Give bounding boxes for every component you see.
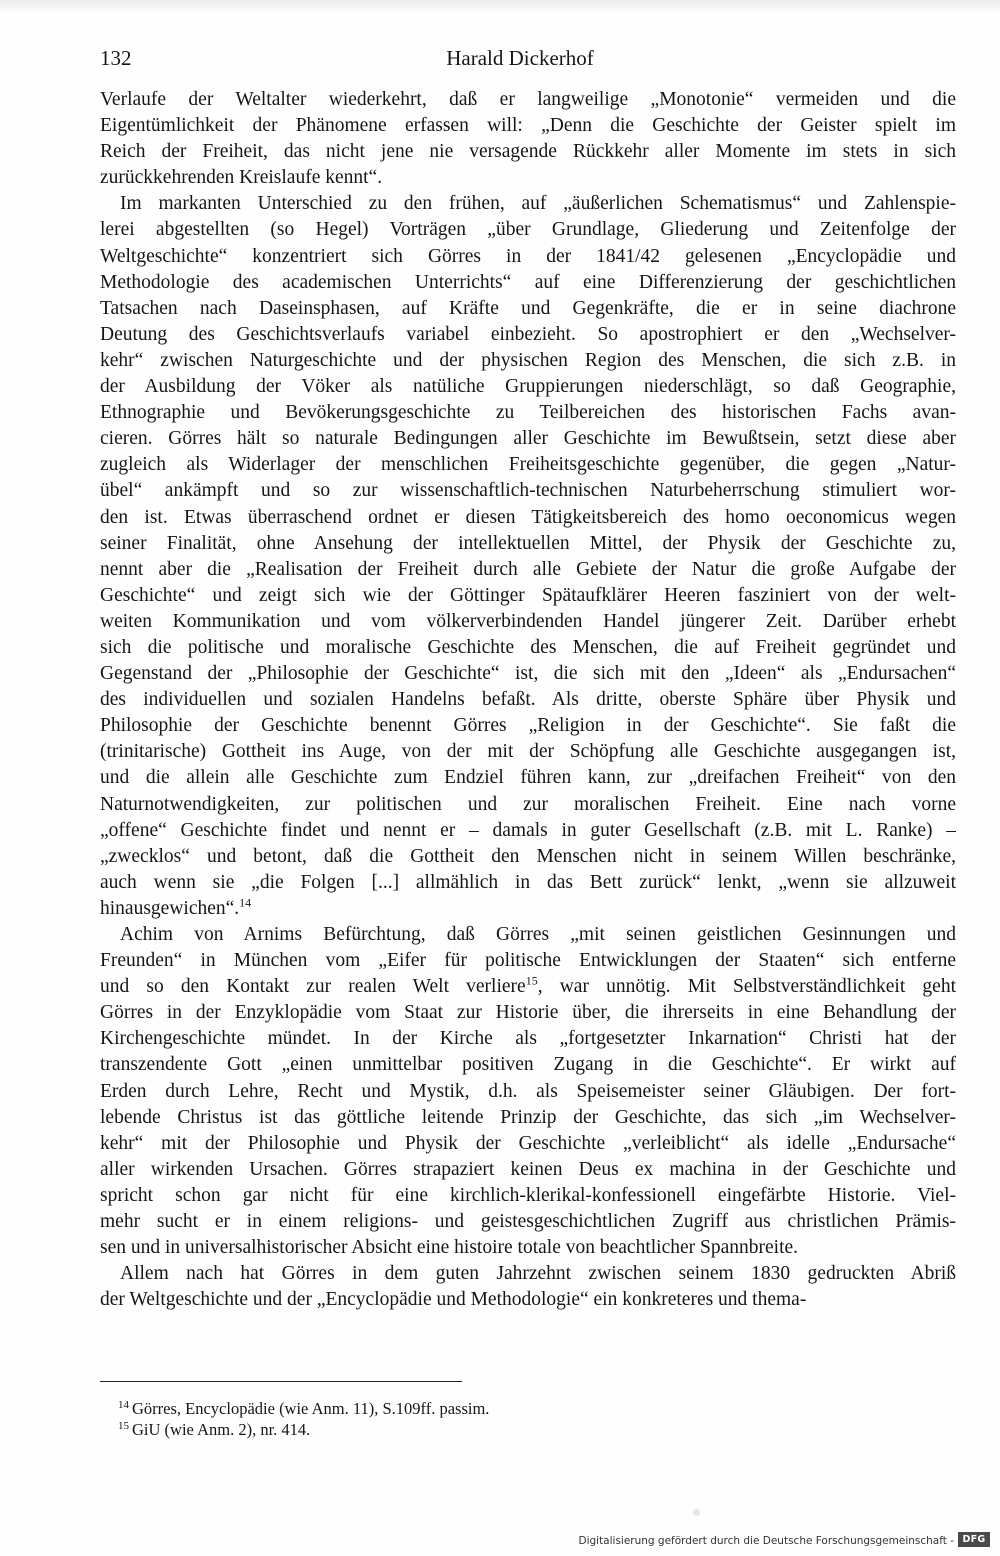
text-line [100, 426, 956, 452]
text-line [100, 765, 956, 791]
line-text: Eigentümlichkeit der Phänomene erfassen will: „Denn die Geschichte der Geister spielt im [100, 115, 956, 137]
line-text: zugleich als Widerlager der menschlichen Freiheitsgeschichte gegenüber, die gegen „Natur- [100, 454, 956, 476]
text-line [100, 374, 956, 400]
line-text: lebende Christus ist das göttliche leitende Prinzip der Geschichte, das sich „im Wechselver- [100, 1106, 956, 1128]
line-text: übel“ ankämpft und so zur wissenschaftlich-technischen Naturbeherrschung stimuliert wor- [100, 480, 956, 502]
line-text: aller wirkenden Ursachen. Görres strapaziert keinen Deus ex machina in der Geschichte und [100, 1158, 956, 1180]
text-line [100, 244, 956, 270]
text-line [100, 687, 956, 713]
text-line [100, 139, 956, 165]
running-head: Harald Dickerhof [446, 46, 594, 70]
text-line [100, 1000, 956, 1026]
paragraph [100, 87, 956, 191]
dfg-logo: DFG [958, 1532, 990, 1547]
text-line [100, 583, 956, 609]
text-line [100, 609, 956, 635]
line-text: der Weltgeschichte und der „Encyclopädie und Methodologie“ ein konkreteres und thema- [100, 1289, 807, 1311]
footnote-number: 15 [118, 1419, 129, 1432]
line-text: „offene“ Geschichte findet und nennt er – damals in guter Gesellschaft (z.B. mit L. Ranke) – [100, 819, 956, 841]
line-text: Görres in der Enzyklopädie vom Staat zur Historie über, die ihrerseits in eine Behandlung der [100, 1002, 956, 1024]
text-line [100, 322, 956, 348]
line-text: nennt aber die „Realisation der Freiheit durch alle Gebiete der Natur die große Aufgabe der [100, 558, 956, 580]
line-text: Kirchengeschichte mündet. In der Kirche als „fortgesetzter Inkarnation“ Christi hat der [100, 1028, 956, 1050]
page-number: 132 [100, 46, 132, 70]
line-text: Freunden“ in München vom „Eifer für politische Entwicklungen der Staaten“ sich entferne [100, 950, 956, 972]
text-line [100, 165, 956, 191]
line-text: und so den Kontakt zur realen Welt verliere [100, 976, 526, 998]
text-line [100, 1131, 956, 1157]
text-line [100, 1026, 956, 1052]
text-line [100, 1287, 956, 1313]
line-text: den ist. Etwas überraschend ordnet er diesen Tätigkeitsbereich des homo oeconomicus wegen [100, 506, 956, 528]
text-line [100, 191, 956, 217]
text-line [100, 713, 956, 739]
scan-speck [693, 1509, 700, 1516]
text-line [100, 896, 956, 922]
text-line [100, 505, 956, 531]
text-line [100, 557, 956, 583]
line-text: (trinitarische) Gottheit ins Auge, von der mit der Schöpfung alle Geschichte ausgegangen ist, [100, 741, 956, 763]
line-text: Im markanten Unterschied zu den frühen, auf „äußerlichen Schematismus“ und Zahlenspie- [120, 193, 956, 215]
line-text: kehr“ zwischen Naturgeschichte und der physischen Region des Menschen, die sich z.B. in [100, 349, 956, 371]
text-line [100, 792, 956, 818]
line-text: Ethnographie und Bevökerungsgeschichte zu Teilbereichen des historischen Fachs avan- [100, 402, 956, 424]
line-text: Weltgeschichte“ konzentriert sich Görres in der 1841/42 gelesenen „Encyclopädie und [100, 245, 956, 267]
paragraph [100, 191, 956, 922]
text-line [100, 974, 956, 1000]
text-line [100, 87, 956, 113]
text-line [100, 1261, 956, 1287]
line-text: Geschichte“ und zeigt sich wie der Göttinger Spätaufklärer Heeren fasziniert von der welt- [100, 584, 956, 606]
footnote-rule [100, 1381, 462, 1382]
line-text: seiner Finalität, ohne Ansehung der intellektuellen Mittel, der Physik der Geschichte zu, [100, 532, 956, 554]
text-line [100, 217, 956, 243]
line-text: zurückkehrenden Kreislaufe kennt“. [100, 167, 383, 189]
text-line [100, 400, 956, 426]
footnote-reference: 14 [239, 895, 252, 910]
line-text: hinausgewichen“. [100, 897, 240, 919]
line-text: Achim von Arnims Befürchtung, daß Görres „mit seinen geistlichen Gesinnungen und [120, 924, 956, 945]
text-line [100, 348, 956, 374]
text-line [100, 635, 956, 661]
line-text: Allem nach hat Görres in dem guten Jahrzehnt zwischen seinem 1830 gedruckten Abriß [120, 1263, 956, 1285]
line-text: mehr sucht er in einem religions- und geistesgeschichtlichen Zugriff aus christlichen Prämis- [100, 1211, 956, 1233]
text-line [100, 818, 956, 844]
text-line [100, 1235, 956, 1261]
text-line [100, 1052, 956, 1078]
text-line [100, 739, 956, 765]
text-line [100, 1157, 956, 1183]
text-line [100, 870, 956, 896]
footnote [118, 1398, 818, 1419]
text-line [100, 1079, 956, 1105]
text-line [100, 948, 956, 974]
line-text: Naturnotwendigkeiten, zur politischen und zur moralischen Freiheit. Eine nach vorne [100, 793, 956, 815]
text-line [100, 452, 956, 478]
line-text: sich die politische und moralische Geschichte des Menschen, die auf Freiheit gegründet und [100, 636, 956, 658]
line-text: Methodologie des academischen Unterrichts“ auf eine Differenzierung der geschichtlichen [100, 271, 956, 293]
line-text: transzendente Gott „einen unmittelbar positiven Zugang in die Geschichte“. Er wirkt auf [100, 1054, 956, 1076]
line-text: spricht schon gar nicht für eine kirchlich-klerikal-konfessionell eingefärbte Historie. Viel- [100, 1184, 956, 1206]
line-text: der Ausbildung der Vöker als natüliche Gruppierungen niederschlägt, so daß Geographie, [100, 376, 956, 398]
text-line [100, 1209, 956, 1235]
text-line [100, 661, 956, 687]
line-text-continuation: , war unnötig. Mit Selbstverständlichkeit geht [537, 976, 956, 998]
text-line [100, 296, 956, 322]
line-text: Verlaufe der Weltalter wiederkehrt, daß er langweilige „Monotonie“ vermeiden und die [100, 89, 956, 110]
line-text: weiten Kommunikation und vom völkerverbindenden Handel jüngerer Zeit. Darüber erhebt [100, 610, 956, 632]
footnote-reference: 15 [525, 974, 538, 988]
text-line [100, 270, 956, 296]
footnote-text: GiU (wie Anm. 2), nr. 414. [132, 1420, 311, 1439]
line-text: Deutung des Geschichtsverlaufs variabel einbezieht. So apostrophiert er den „Wechselver- [100, 323, 956, 345]
line-text: des individuellen und sozialen Handelns befaßt. Als dritte, oberste Sphäre über Physik und [100, 689, 956, 711]
line-text: auch wenn sie „die Folgen [...] allmählich in das Bett zurück“ lenkt, „wenn sie allzuweit [100, 871, 956, 893]
text-line [100, 844, 956, 870]
line-text: lerei abgestellten (so Hegel) Vorträgen „über Grundlage, Gliederung und Zeitenfolge der [100, 219, 956, 241]
footnote-text: Görres, Encyclopädie (wie Anm. 11), S.109ff. passim. [132, 1399, 490, 1418]
paragraph [100, 1261, 956, 1313]
paragraph [100, 922, 956, 1261]
line-text: Philosophie der Geschichte benennt Görres „Religion in der Geschichte“. Sie faßt die [100, 715, 956, 737]
text-line [100, 113, 956, 139]
line-text: kehr“ mit der Philosophie und Physik der Geschichte „verleiblicht“ als idelle „Endursache“ [100, 1132, 956, 1154]
line-text: Gegenstand der „Philosophie der Geschichte“ ist, die sich mit den „Ideen“ als „Endursachen“ [100, 663, 956, 685]
sponsor-note: Digitalisierung gefördert durch die Deutsche Forschungsgemeinschaft - [578, 1535, 954, 1547]
body-text [100, 87, 956, 1313]
line-text: cieren. Görres hält so naturale Bedingungen aller Geschichte im Bewußtsein, setzt diese aber [100, 428, 956, 450]
line-text: Erden durch Lehre, Recht und Mystik, d.h. als Speisemeister seiner Gläubigen. Der fort- [100, 1080, 956, 1102]
footnote-number: 14 [118, 1398, 129, 1411]
text-line [100, 478, 956, 504]
line-text: Reich der Freiheit, das nicht jene nie versagende Rückkehr aller Momente im stets in sich [100, 141, 956, 163]
line-text: „zwecklos“ und betont, daß die Gottheit den Menschen nicht in seinem Willen beschränke, [100, 845, 956, 867]
text-line [100, 1183, 956, 1209]
text-line [100, 1105, 956, 1131]
text-line [100, 922, 956, 948]
footnote [118, 1419, 818, 1440]
line-text: sen und in universalhistorischer Absicht eine histoire totale von beachtlicher Spannbreite. [100, 1237, 799, 1259]
text-line [100, 531, 956, 557]
line-text: Tatsachen nach Daseinsphasen, auf Kräfte und Gegenkräfte, die er in seine diachrone [100, 297, 956, 319]
footnotes [118, 1398, 818, 1440]
line-text: und die allein alle Geschichte zum Endziel führen kann, zur „dreifachen Freiheit“ von den [100, 767, 956, 789]
